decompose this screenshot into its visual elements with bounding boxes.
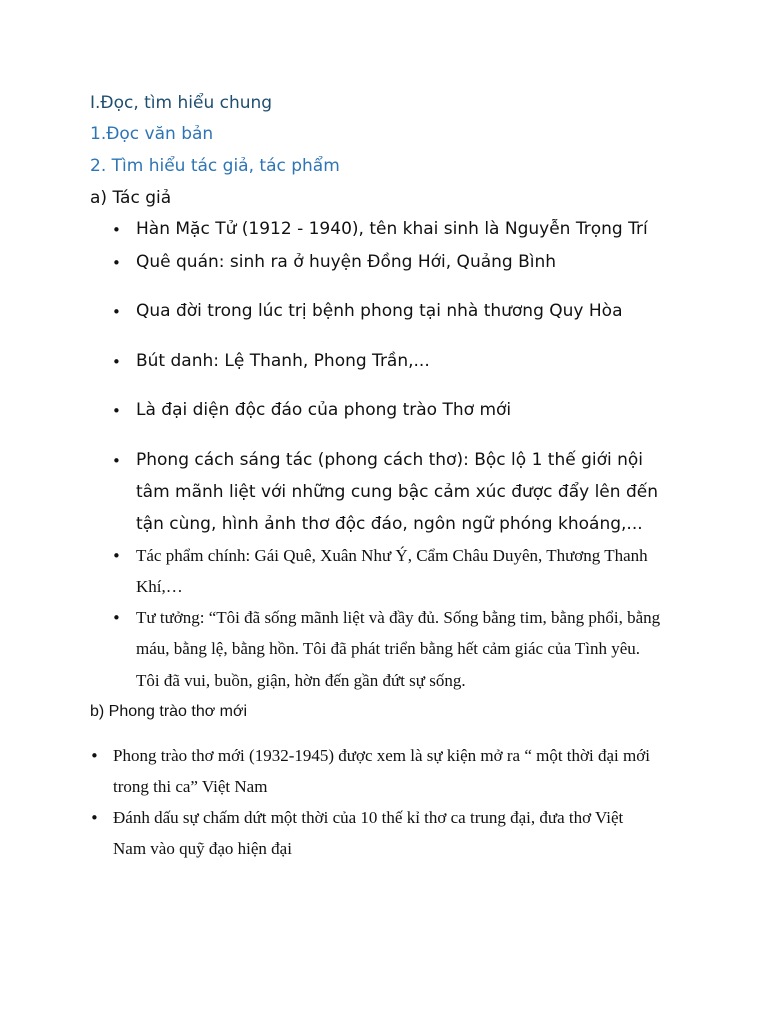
style-line-1: Phong cách sáng tác (phong cách thơ): Bộc lộ 1 thế giới nội xyxy=(136,450,644,470)
bullet-icon: • xyxy=(112,303,121,321)
works-line-2: Khí,… xyxy=(136,577,183,596)
bullet-icon: • xyxy=(112,609,121,627)
thought-line-3: Tôi đã vui, buồn, giận, hờn đến gần đứt sự sống. xyxy=(136,671,466,690)
bullet-icon: • xyxy=(112,452,121,470)
bullet-icon: • xyxy=(112,221,121,239)
movement-item-1-line-2: trong thi ca” Việt Nam xyxy=(113,777,268,796)
thought-line-1: Tư tưởng: “Tôi đã sống mãnh liệt và đầy đủ. Sống bằng tim, bằng phổi, bằng xyxy=(136,608,661,627)
part-b-heading: b) Phong trào thơ mới xyxy=(90,703,248,720)
bullet-icon: • xyxy=(90,747,99,765)
movement-item-2-line-1: Đánh dấu sự chấm dứt một thời của 10 thế kỉ thơ ca trung đại, đưa thơ Việt xyxy=(113,808,624,827)
list-item: Là đại diện độc đáo của phong trào Thơ mới xyxy=(136,400,512,420)
section-title: I.Đọc, tìm hiểu chung xyxy=(90,93,273,113)
subsection-read-text: 1.Đọc văn bản xyxy=(90,124,214,144)
works-line-1: Tác phẩm chính: Gái Quê, Xuân Như Ý, Cẩm Châu Duyên, Thương Thanh xyxy=(136,546,648,565)
list-item: Bút danh: Lệ Thanh, Phong Trần,... xyxy=(136,351,430,371)
list-item: Quê quán: sinh ra ở huyện Đồng Hới, Quảng Bình xyxy=(136,252,557,272)
style-line-3: tận cùng, hình ảnh thơ độc đáo, ngôn ngữ phóng khoáng,... xyxy=(136,514,643,534)
list-item: Qua đời trong lúc trị bệnh phong tại nhà thương Quy Hòa xyxy=(136,301,623,321)
thought-line-2: máu, bằng lệ, bằng hồn. Tôi đã phát triển bằng hết cảm giác của Tình yêu. xyxy=(136,639,641,658)
bullet-icon: • xyxy=(112,254,121,272)
bullet-icon: • xyxy=(112,547,121,565)
movement-item-2-line-2: Nam vào quỹ đạo hiện đại xyxy=(113,839,292,858)
bullet-icon: • xyxy=(112,353,121,371)
bullet-icon: • xyxy=(112,402,121,420)
movement-item-1-line-1: Phong trào thơ mới (1932-1945) được xem là sự kiện mở ra “ một thời đại mới xyxy=(113,746,650,765)
bullet-icon: • xyxy=(90,809,99,827)
part-a-heading: a) Tác giả xyxy=(90,188,172,208)
style-line-2: tâm mãnh liệt với những cung bậc cảm xúc được đẩy lên đến xyxy=(136,482,658,502)
list-item: Hàn Mặc Tử (1912 - 1940), tên khai sinh là Nguyễn Trọng Trí xyxy=(136,219,648,239)
subsection-author-work: 2. Tìm hiểu tác giả, tác phẩm xyxy=(90,156,340,176)
